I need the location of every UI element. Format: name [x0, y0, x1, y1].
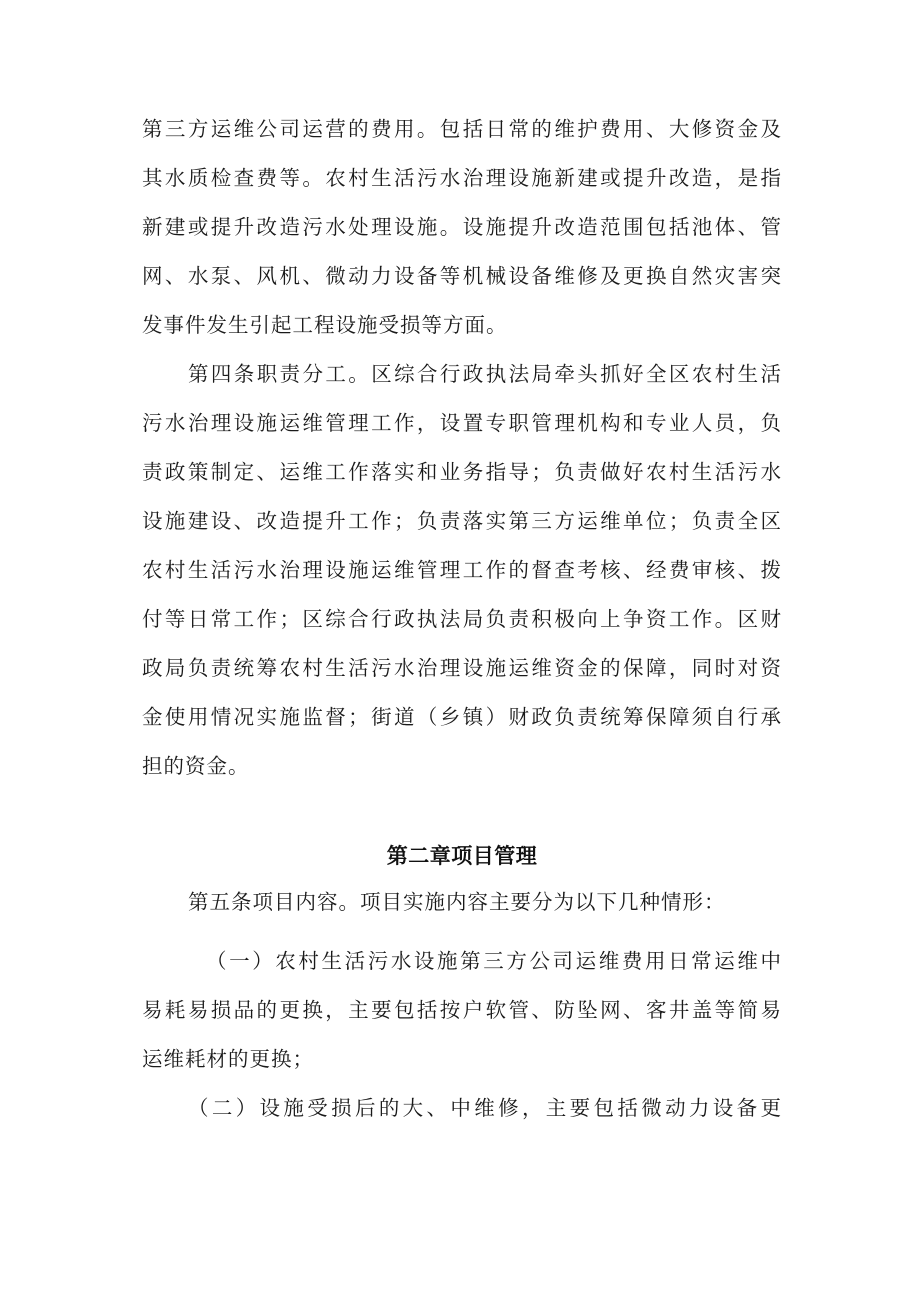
article-5-line: 第五条项目内容。项目实施内容主要分为以下几种情形： [188, 890, 726, 914]
paragraph-line: 农村生活污水治理设施运维管理工作的督查考核、经费审核、拨 [142, 558, 782, 582]
paragraph-line: 付等日常工作；区综合行政执法局负责积极向上争资工作。区财 [142, 607, 782, 631]
paragraph-line: 污水治理设施运维管理工作，设置专职管理机构和专业人员，负 [142, 411, 782, 435]
paragraph-line: 第三方运维公司运营的费用。包括日常的维护费用、大修资金及 [142, 117, 782, 141]
list-item-1-line: （一）农村生活污水设施第三方公司运维费用日常运维中 [206, 949, 782, 973]
paragraph-line: 易耗易损品的更换，主要包括按户软管、防坠网、客井盖等简易 [142, 998, 782, 1022]
paragraph-line: 设施建设、改造提升工作；负责落实第三方运维单位；负责全区 [142, 509, 782, 533]
list-item-2-line: （二）设施受损后的大、中维修，主要包括微动力设备更 [188, 1096, 782, 1120]
paragraph-line: 政局负责统筹农村生活污水治理设施运维资金的保障，同时对资 [142, 656, 782, 680]
paragraph-line: 责政策制定、运维工作落实和业务指导；负责做好农村生活污水 [142, 460, 782, 484]
paragraph-line: 担的资金。 [142, 754, 250, 778]
paragraph-line: 网、水泵、风机、微动力设备等机械设备维修及更换自然灾害突 [142, 264, 782, 288]
paragraph-line: 新建或提升改造污水处理设施。设施提升改造范围包括池体、管 [142, 215, 782, 239]
article-4-line: 第四条职责分工。区综合行政执法局牵头抓好全区农村生活 [188, 362, 782, 386]
paragraph-line: 金使用情况实施监督；街道（乡镇）财政负责统筹保障须自行承 [142, 705, 782, 729]
paragraph-line: 运维耗材的更换； [142, 1047, 314, 1071]
paragraph-line: 发事件发生引起工程设施受损等方面。 [142, 313, 508, 337]
paragraph-line: 其水质检查费等。农村生活污水治理设施新建或提升改造，是指 [142, 166, 782, 190]
chapter-heading: 第二章项目管理 [386, 844, 538, 868]
